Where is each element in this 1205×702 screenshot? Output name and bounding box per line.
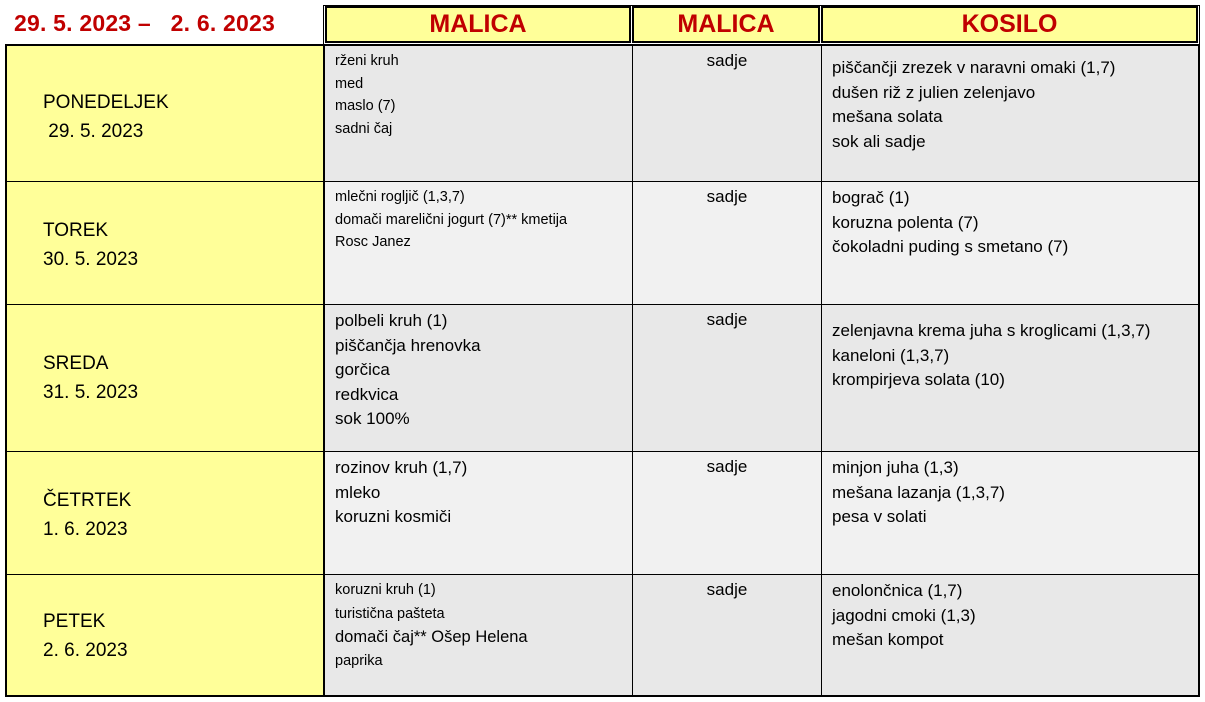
day-date: 1. 6. 2023 — [43, 519, 128, 540]
malica2-cell — [633, 452, 822, 575]
list-item: sok ali sadje — [832, 131, 926, 151]
list-item: zelenjavna krema juha s kroglicami (1,3,7) — [832, 321, 1151, 340]
day-cell — [7, 575, 325, 695]
list-item: sok 100% — [335, 409, 410, 428]
table-row-ponedeljek — [7, 46, 1198, 182]
malica1-list — [335, 186, 567, 254]
day-name: ČETRTEK — [43, 490, 132, 511]
day-date: 30. 5. 2023 — [43, 249, 139, 270]
list-item: Rosc Janez — [335, 234, 411, 250]
list-item: domači čaj** Ošep Helena — [335, 628, 528, 646]
list-item: mleko — [335, 482, 381, 502]
kosilo-list — [832, 319, 1150, 393]
day-name: PETEK — [43, 611, 106, 632]
day-date: 29. 5. 2023 — [43, 121, 144, 142]
list-item: mešan kompot — [832, 630, 944, 649]
day-label — [43, 216, 138, 274]
day-label — [43, 349, 138, 407]
list-item: rozinov kruh (1,7) — [335, 458, 468, 477]
list-item: kaneloni (1,3,7) — [832, 345, 950, 365]
list-item: jagodni cmoki (1,3) — [832, 605, 976, 625]
day-date: 31. 5. 2023 — [43, 382, 139, 403]
list-item: mlečni rogljič (1,3,7) — [335, 189, 465, 205]
table-row-petek — [7, 575, 1198, 695]
list-item: rženi kruh — [335, 53, 399, 69]
malica1-list — [335, 579, 528, 673]
day-date: 2. 6. 2023 — [43, 640, 128, 661]
list-item: koruzna polenta (7) — [832, 212, 979, 232]
list-item: piščančji zrezek v naravni omaki (1,7) — [832, 58, 1116, 77]
day-label — [43, 607, 128, 665]
list-item: krompirjeva solata (10) — [832, 370, 1005, 389]
malica1-cell — [325, 452, 633, 575]
day-label — [43, 88, 169, 146]
day-name: TOREK — [43, 220, 109, 241]
list-item: domači marelični jogurt (7)** kmetija — [335, 211, 568, 228]
malica2-text: sadje — [706, 187, 748, 206]
day-name: SREDA — [43, 353, 109, 374]
malica1-list — [335, 50, 399, 140]
list-item: piščančja hrenovka — [335, 335, 481, 355]
day-cell — [7, 305, 325, 452]
malica1-cell — [325, 575, 633, 695]
malica2-text: sadje — [706, 457, 748, 476]
malica2-text: sadje — [706, 580, 748, 599]
kosilo-list — [832, 579, 976, 653]
malica2-cell — [633, 575, 822, 695]
list-item: pesa v solati — [832, 507, 927, 526]
kosilo-cell — [822, 452, 1198, 575]
malica1-cell — [325, 182, 633, 305]
date-range-title: 29. 5. 2023 – 2. 6. 2023 — [14, 10, 275, 36]
day-name: PONEDELJEK — [43, 92, 169, 113]
malica2-text: sadje — [706, 310, 748, 329]
list-item: čokoladni puding s smetano (7) — [832, 237, 1069, 256]
list-item: dušen riž z julien zelenjavo — [832, 82, 1036, 102]
kosilo-cell — [822, 305, 1198, 452]
list-item: mešana solata — [832, 107, 943, 126]
table-row-torek — [7, 182, 1198, 305]
list-item: med — [335, 75, 364, 92]
malica1-cell — [325, 305, 633, 452]
malica2-cell — [633, 182, 822, 305]
header-malica-1: MALICA — [325, 6, 631, 43]
kosilo-cell — [822, 182, 1198, 305]
header-malica-2: MALICA — [632, 6, 820, 43]
list-item: redkvica — [335, 384, 399, 404]
list-item: mešana lazanja (1,3,7) — [832, 482, 1005, 502]
kosilo-list — [832, 186, 1068, 260]
list-item: sadni čaj — [335, 120, 393, 137]
list-item: bograč (1) — [832, 188, 910, 207]
list-item: koruzni kosmiči — [335, 507, 452, 526]
malica2-text: sadje — [706, 51, 748, 70]
table-row-sreda — [7, 305, 1198, 452]
list-item: koruzni kruh (1) — [335, 582, 436, 598]
day-cell — [7, 46, 325, 182]
list-item: polbeli kruh (1) — [335, 311, 448, 330]
malica1-list — [335, 309, 481, 432]
kosilo-list — [832, 456, 1005, 530]
kosilo-cell — [822, 575, 1198, 695]
list-item: paprika — [335, 652, 383, 669]
table-row-cetrtek — [7, 452, 1198, 575]
list-item: minjon juha (1,3) — [832, 458, 959, 477]
list-item: turistična pašteta — [335, 605, 445, 622]
kosilo-cell — [822, 46, 1198, 182]
malica1-list — [335, 456, 467, 530]
malica2-cell — [633, 46, 822, 182]
list-item: maslo (7) — [335, 98, 396, 114]
day-label — [43, 486, 131, 544]
malica1-cell — [325, 46, 633, 182]
header-kosilo: KOSILO — [821, 6, 1198, 43]
list-item: gorčica — [335, 360, 390, 379]
kosilo-list — [832, 56, 1115, 154]
list-item: enolončnica (1,7) — [832, 581, 963, 600]
malica2-cell — [633, 305, 822, 452]
menu-table — [5, 44, 1200, 697]
day-cell — [7, 452, 325, 575]
day-cell — [7, 182, 325, 305]
